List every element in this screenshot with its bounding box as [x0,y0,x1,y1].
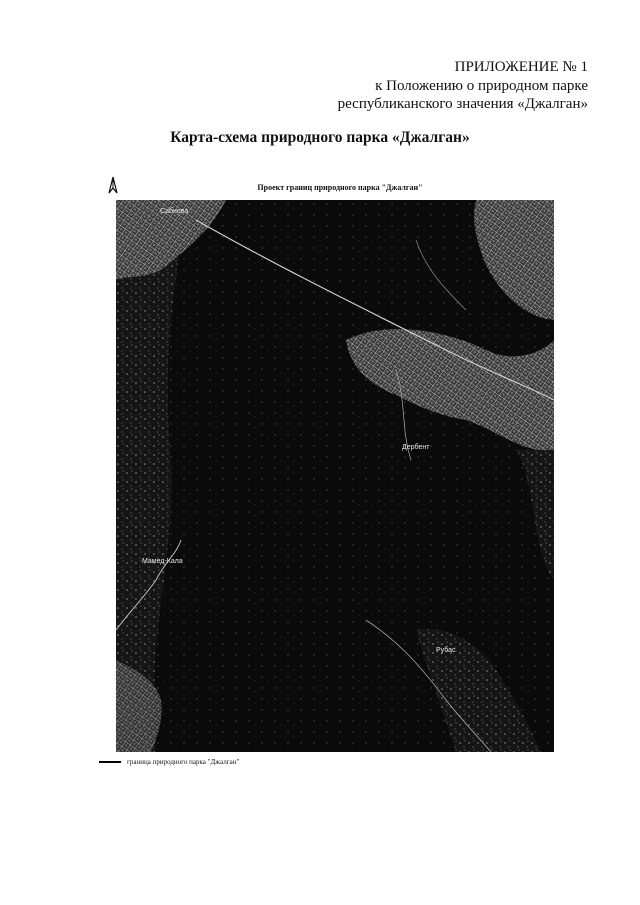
map-legend [99,758,239,766]
legend-line [99,761,121,763]
legend-label: граница природного парка "Джалган" [127,758,240,766]
annex-header [338,58,588,114]
map-label-2: Мамед-Кала [142,558,183,565]
annex-line-2: к Положению о природном парке [375,77,588,94]
map-label-4: Рубас [436,647,456,654]
map-label-3: Дербент [402,444,430,451]
map-imagery [116,200,554,752]
map-title: Проект границ природного парка "Джалган" [257,183,423,192]
satellite-map [116,200,554,752]
annex-line-1: ПРИЛОЖЕНИЕ № 1 [454,59,588,75]
document-title: Карта-схема природного парка «Джалган» [170,129,470,146]
map-label-1: Сабнова [160,208,189,215]
annex-line-3: республиканского значения «Джалган» [337,96,588,112]
